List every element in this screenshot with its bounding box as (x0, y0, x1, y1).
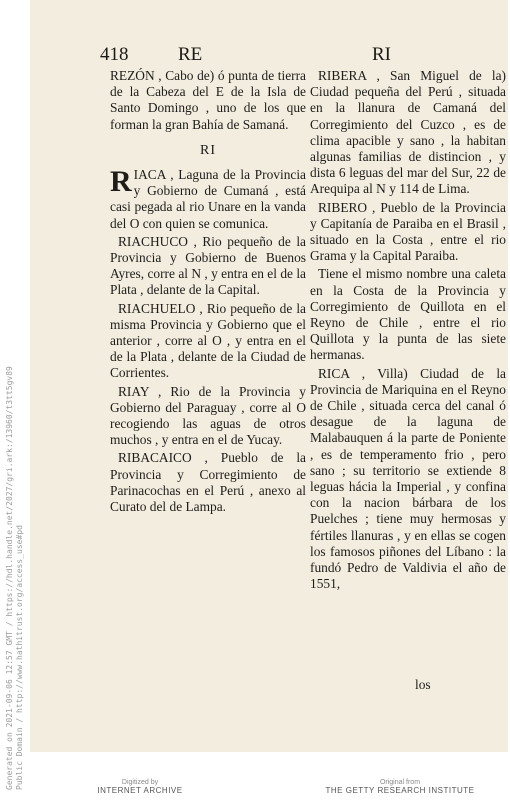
running-head-right: RI (372, 44, 391, 65)
section-heading: RI (200, 142, 216, 158)
dropcap-letter: R (110, 165, 132, 199)
footer-right-big: THE GETTY RESEARCH INSTITUTE (325, 786, 475, 795)
running-head-left: RE (178, 44, 203, 65)
paragraph: RIBACAICO , Pueblo de la Provincia y Corregimiento de Parinacochas en el Perú , anexo al Curato del de Lampa. (110, 450, 306, 515)
left-column (110, 68, 306, 517)
paragraph-dropcap (110, 167, 306, 232)
footer-right (300, 779, 500, 795)
footer-left-big: INTERNET ARCHIVE (97, 786, 183, 795)
stamp-line-1: Generated on 2021-09-06 12:57 GMT / https://hdl.handle.net/2027/gri.ark:/13960/t3tt5gv89 (5, 366, 14, 790)
paragraph: RIACHUCO , Rio pequeño de la Provincia y Gobierno de Buenos Ayres, corre al N , y entra en el de la Plata , delante de la Capital. (110, 233, 306, 298)
paragraph: RICA , Villa) Ciudad de la Provincia de Mariquina en el Reyno de Chile , situada cerca del canal ó desague de la laguna de Malabauquen á la parte de Poniente , es de temperamento frio , pero sano ; su territorio se extiende 8 leguas hácia la Imperial , y confina con la nacion bárbara de los Puelches ; tiene muy hermosas y fértiles llanuras , y en ellas se cogen los famosos piñones del Líbano : la fundó Pedro de Valdivia el año de 1551, (310, 365, 506, 592)
paragraph: RIBERA , San Miguel de la) Ciudad pequeña del Perú , situada en la llanura de Camaná del Corregimiento del Cuzco , es de clima apacible y sano , la habitan algunas familias de distincion , y dista 6 leguas del mar del Sur, 22 de Arequipa al N y 114 de Lima. (310, 68, 506, 197)
footer-left-small: Digitized by (121, 779, 159, 786)
paragraph: RIBERO , Pueblo de la Provincia y Capitanía de Paraiba en el Brasil , situado en la Costa , entre el rio Grama y la Capital Paraiba. (310, 199, 506, 264)
paragraph: RIAY , Rio de la Provincia y Gobierno del Paraguay , corre al O recogiendo las aguas de otros muchos , y entra en el de Yucay. (110, 383, 306, 448)
right-column (310, 68, 506, 595)
footer-right-small: Original from (379, 779, 421, 786)
catchword: los (415, 677, 431, 692)
access-stamp (2, 0, 26, 800)
paragraph: REZÓN , Cabo de) ó punta de tierra de la Cabeza del E de la Isla de Santo Domingo , uno de los que forman la gran Bahía de Samaná. (110, 68, 306, 132)
stamp-line-2: Public Domain / http://www.hathitrust.org/access_use#pd (15, 525, 24, 790)
footer-left (60, 779, 220, 795)
dropcap-text: IACA , Laguna de la Provincia y Gobierno de Cumaná , está casi pegada al rio Unare en la vanda del O con quien se comunica. (110, 167, 306, 231)
page-number: 418 (100, 44, 129, 65)
paragraph: Tiene el mismo nombre una caleta en la Costa de la Provincia y Corregimiento de Quillota en el Reyno de Chile , entre el rio Quillota y la punta de las siete hermanas. (310, 266, 506, 363)
paragraph: RIACHUELO , Rio pequeño de la misma Provincia y Gobierno que el anterior , corre al O , y entra en el de la Plata , delante de la Ciudad de Corrientes. (110, 300, 306, 381)
